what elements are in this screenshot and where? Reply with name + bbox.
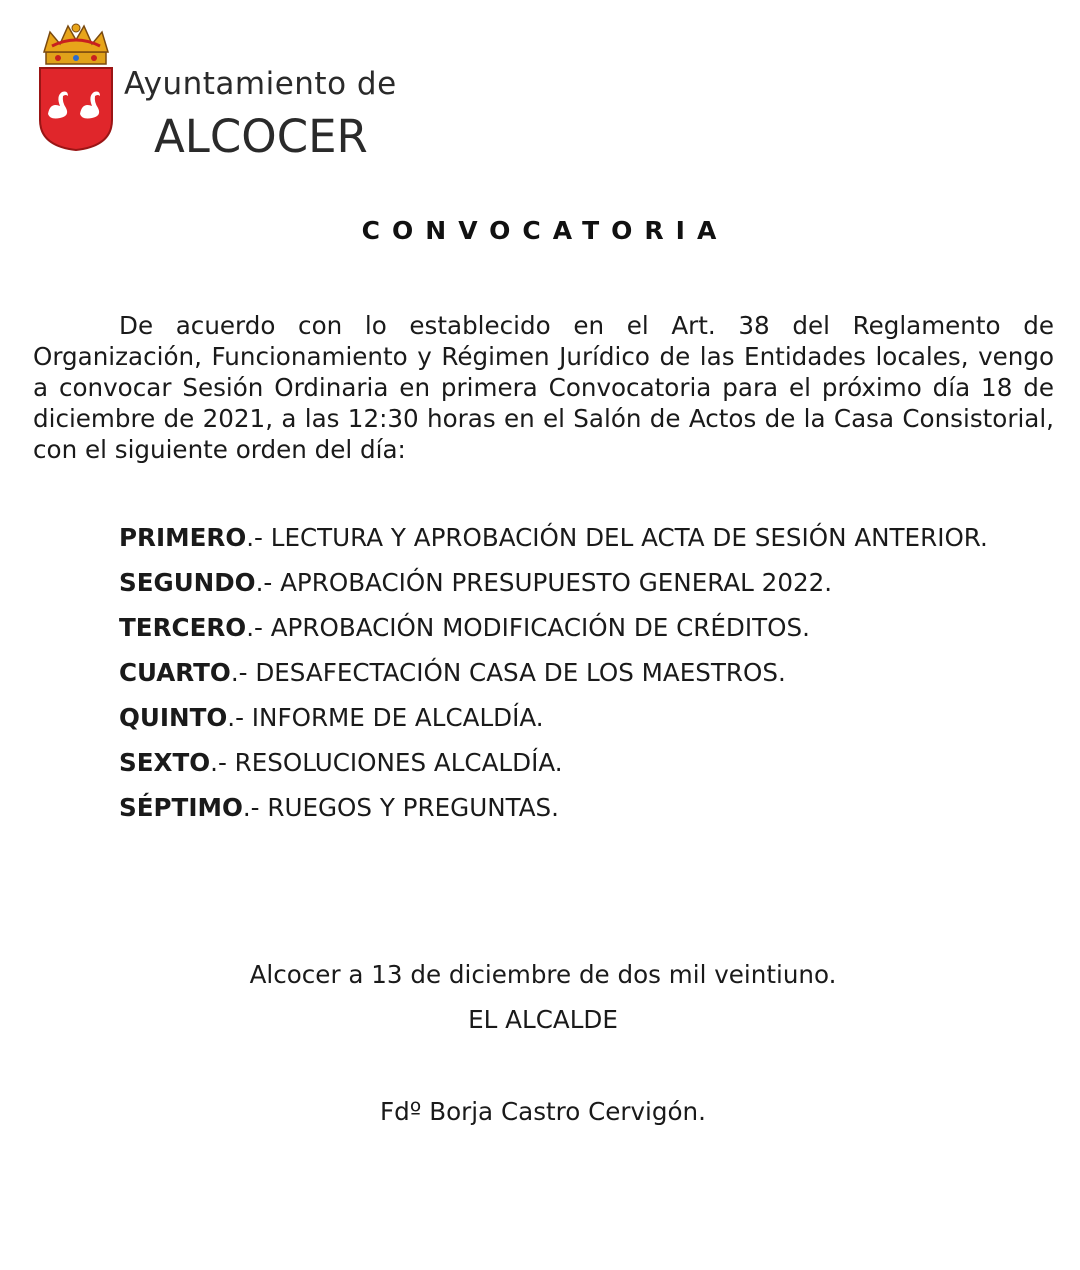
agenda-item (33, 612, 1054, 643)
municipal-coat-of-arms-icon (36, 22, 116, 154)
agenda-item-ordinal: SEXTO (119, 748, 211, 777)
agenda-item-ordinal: TERCERO (119, 613, 247, 642)
agenda-item-text: .- LECTURA Y APROBACIÓN DEL ACTA DE SESIÓN ANTERIOR. (246, 523, 988, 552)
agenda-item (33, 702, 1054, 733)
agenda-item (33, 792, 1054, 823)
agenda-item-ordinal: SEGUNDO (119, 568, 256, 597)
intro-paragraph: De acuerdo con lo establecido en el Art. 38 del Reglamento de Organización, Funcionamiento y Régimen Jurídico de las Entidades locales, vengo a convocar Sesión Ordinaria en primera Convocatoria para el próximo día 18 de diciembre de 2021, a las 12:30 horas en el Salón de Actos de la Casa Consistorial, con el siguiente orden del día: (33, 311, 1054, 464)
agenda-item-text: .- APROBACIÓN MODIFICACIÓN DE CRÉDITOS. (246, 613, 810, 642)
agenda-item-text: .- APROBACIÓN PRESUPUESTO GENERAL 2022. (255, 568, 833, 597)
agenda-item-ordinal: PRIMERO (119, 523, 247, 552)
crown-icon (44, 24, 108, 64)
date-line: Alcocer a 13 de diciembre de dos mil veintiuno. (249, 960, 837, 989)
agenda-item-text: .- RUEGOS Y PREGUNTAS. (242, 793, 559, 822)
agenda-item (33, 567, 1054, 598)
document-title: CONVOCATORIA (361, 216, 729, 245)
agenda-item (33, 657, 1054, 688)
agenda-item (33, 747, 1054, 778)
agenda-item-ordinal: SÉPTIMO (119, 793, 243, 822)
signatory-role: EL ALCALDE (468, 1005, 618, 1034)
agenda-item-text: .- DESAFECTACIÓN CASA DE LOS MAESTROS. (230, 658, 786, 687)
agenda-item (33, 522, 1054, 553)
agenda-item-text: .- RESOLUCIONES ALCALDÍA. (210, 748, 563, 777)
organization-name-line1: Ayuntamiento de (124, 66, 397, 102)
organization-name-line2: ALCOCER (154, 110, 368, 163)
signature-line: Fdº Borja Castro Cervigón. (380, 1097, 706, 1126)
agenda-item-text: .- INFORME DE ALCALDÍA. (227, 703, 544, 732)
agenda-list (33, 522, 1054, 837)
agenda-item-ordinal: QUINTO (119, 703, 228, 732)
agenda-item-ordinal: CUARTO (119, 658, 231, 687)
letterhead (36, 22, 456, 163)
